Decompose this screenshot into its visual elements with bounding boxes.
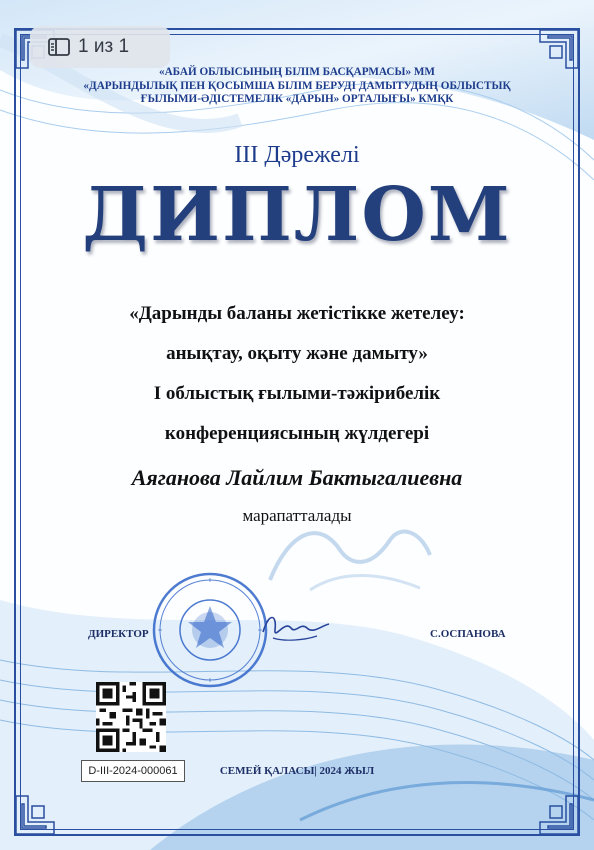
conference-line: конференциясының жүлдегері	[164, 423, 430, 444]
page-indicator[interactable]	[30, 26, 170, 68]
director-signature	[255, 602, 335, 652]
official-seal-icon	[150, 570, 270, 690]
org-line: «АБАЙ ОБЛЫСЫНЫҢ БІЛІМ БАСҚАРМАСЫ» ММ	[158, 66, 435, 78]
conference-line: І облыстық ғылыми-тәжірибелік	[153, 383, 441, 404]
diploma-code: D-III-2024-000061	[81, 760, 185, 782]
recipient-name: Аяганова Лайлим Бактыгалиевна	[131, 465, 463, 490]
diploma-title: ДИПЛОМ	[82, 172, 512, 258]
corner-ornament-bottom-left	[14, 776, 74, 836]
degree-label: III Дәрежелі	[234, 142, 360, 168]
awarded-label: марапатталады	[242, 506, 352, 525]
qr-code-icon	[96, 682, 166, 752]
page-view-icon	[48, 38, 70, 56]
director-label: ДИРЕКТОР	[88, 628, 149, 640]
organization-header	[60, 66, 534, 107]
org-line: ҒЫЛЫМИ-ӘДІСТЕМЕЛІК «ДАРЫН» ОРТАЛЫҒЫ» КМҚК	[140, 93, 454, 105]
conference-line: «Дарынды баланы жетістікке жетелеу:	[129, 303, 465, 324]
city-year: СЕМЕЙ ҚАЛАСЫ| 2024 ЖЫЛ	[219, 765, 375, 777]
corner-ornament-bottom-right	[520, 776, 580, 836]
conference-line: анықтау, оқыту және дамыту»	[166, 343, 428, 364]
director-name: С.ОСПАНОВА	[430, 628, 506, 640]
page-indicator-label: 1 из 1	[78, 36, 130, 57]
org-line: «ДАРЫНДЫЛЫҚ ПЕН ҚОСЫМША БІЛІМ БЕРУДІ ДАМЫТУДЫҢ ОБЛЫСТЫҚ	[83, 79, 511, 92]
